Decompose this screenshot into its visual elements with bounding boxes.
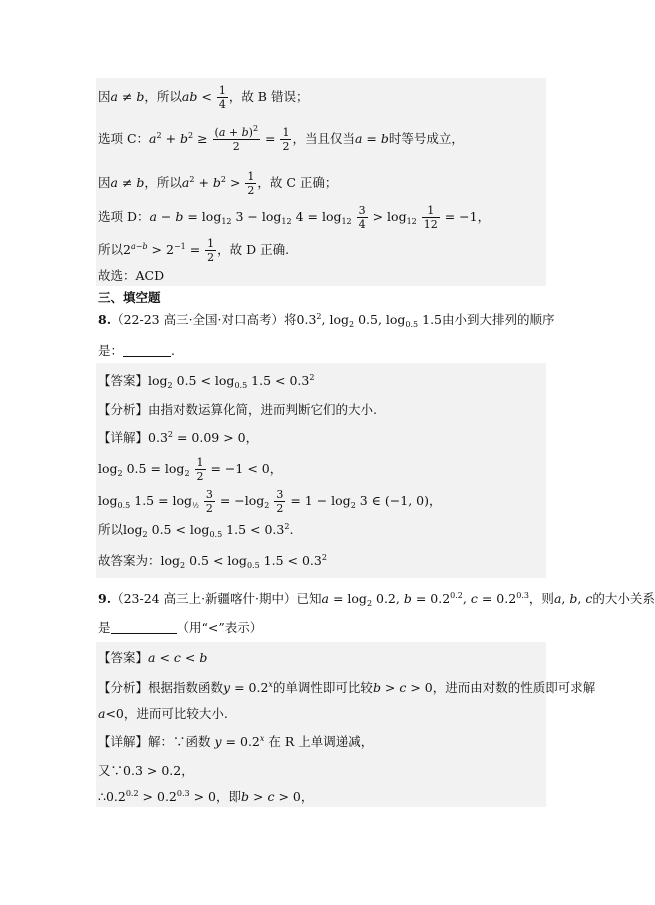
a9-answer: 【答案】a < c < b [98,650,208,665]
a9-detail-2: 又∵0.3 > 0.2， [98,763,194,778]
answer-blank[interactable] [123,344,171,357]
q9-line-1: 9.（23-24 高三上·新疆喀什·期中）已知$a = \log_2 0.2$, $b = 0.2^{0.2}$, $c = 0.2^{0.3}$，则a, b, c的大小关系 [98,591,655,608]
b1-line-2: 选项 C：$a^2 + b^2$ ≥ $\frac{(a + b)^2}{2}$ = $\frac{1}{2}$ ，当且仅当a = b时等号成立， [98,124,464,153]
b1-line-3: 因a ≠ b，所以$a^2 + b^2$ > $\frac{1}{2}$ ，故 C 正确； [98,170,338,197]
solution-box-q9 [96,642,546,807]
a8-final: 故答案为：$\log_2 0.5 < \log_{0.5} 1.5 < 0.3^2$ [98,553,327,570]
a9-detail-1: 【详解】解：∵函数 $y = 0.2^x$ 在 R 上单调递减， [98,734,374,749]
a8-analysis: 【分析】由指对数运算化简，进而判断它们的大小. [98,402,377,417]
answer-blank[interactable] [111,621,177,634]
b1-line-1: 因a ≠ b，所以ab < $\frac{1}{4}$ ，故 B 错误； [98,84,309,111]
a8-answer: 【答案】$\log_2 0.5 < \log_{0.5} 1.5 < 0.3^2$ [98,373,315,390]
a9-analysis-2: a<0，进而可比较大小. [98,706,228,721]
a9-detail-3: $\therefore 0.2^{0.2} > 0.2^{0.3} > 0$，即b > c > 0， [98,789,314,804]
b1-line-5: 所以$2^{a-b} > 2^{-1}$ = $\frac{1}{2}$ ，故 D 正确. [98,237,290,264]
a9-analysis-1: 【分析】根据指数函数$y = 0.2^x$的单调性即可比较b > c > 0，进而由对数的性质即可求解 [98,680,596,695]
b1-line-4: 选项 D：$a - b = \log_{12} 3 - \log_{12} 4 = \log_{12}$ $\frac{3}{4}$ > $\log_{12}$ $\frac{1}{12}$ = −1， [98,204,491,231]
a8-detail-4: 所以$\log_2 0.5 < \log_{0.5} 1.5 < 0.3^2$. [98,522,294,539]
section-title: 三、填空题 [98,290,161,305]
q9-line-2: 是 （用“<”表示） [98,620,263,635]
a8-detail-2: $\log_2 0.5 = \log_2$ $\frac{1}{2}$ = −1 < 0， [98,456,283,483]
a8-detail-3: $\log_{0.5} 1.5 = \log_{\frac{1}{2}}$ $\frac{3}{2}$ = $-\log_2$ $\frac{3}{2}$ = $1 - \log_2 3$ ∈ (−1, 0)， [98,488,442,515]
q8-line-1: 8.（22-23 高三·全国·对口高考）将$0.3^2$, $\log_2 0.5$, $\log_{0.5} 1.5$由小到大排列的顺序 [98,312,555,329]
q8-line-2: 是： . [98,343,175,358]
a8-detail-1: 【详解】$0.3^2 = 0.09 > 0$， [98,430,259,445]
b1-line-6: 故选：ACD [98,268,165,283]
